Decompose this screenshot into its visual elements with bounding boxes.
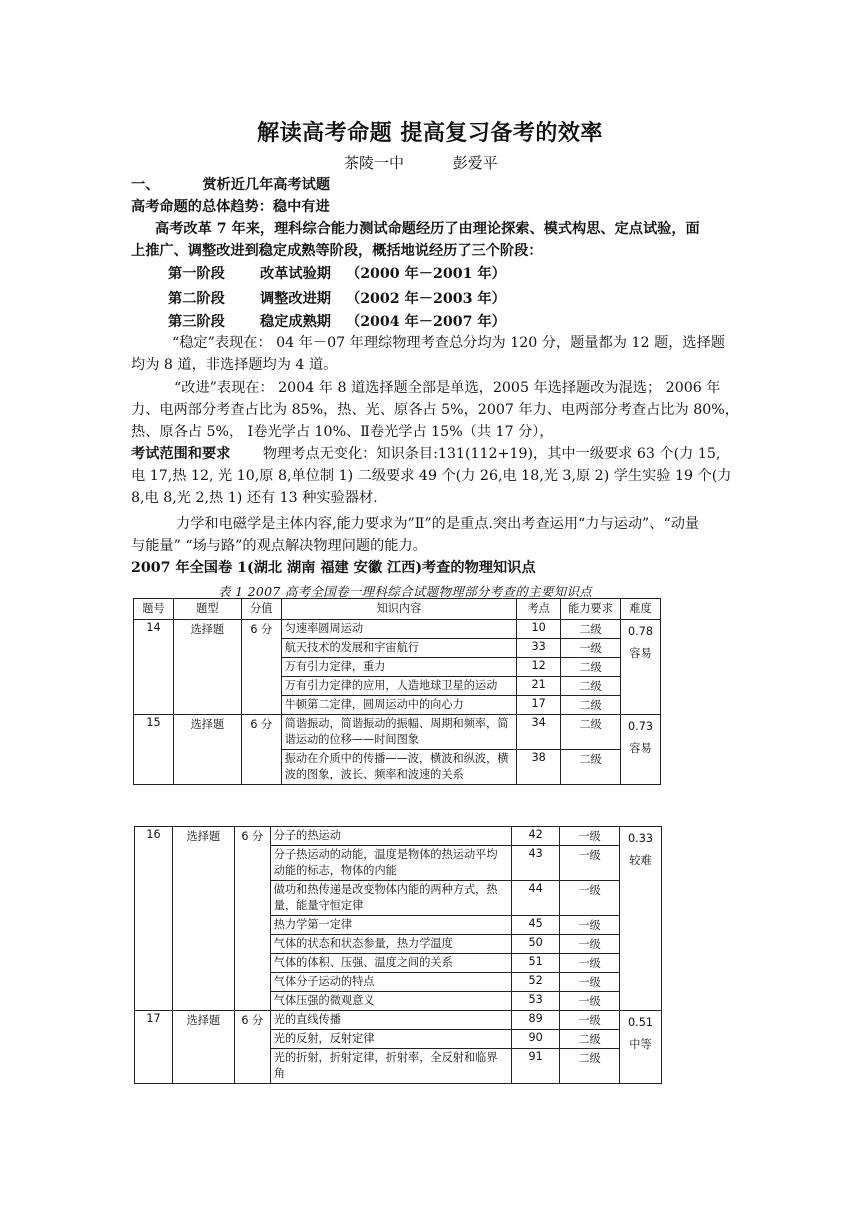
knowledge-content: 光的折射，折射定律，折射率，全反射和临界角 (270, 1049, 511, 1084)
knowledge-content: 气体的体积、压强、温度之间的关系 (270, 954, 511, 973)
ability-requirement: 一级 (560, 992, 620, 1011)
ability-requirement: 一级 (560, 1011, 620, 1030)
ability-requirement: 一级 (560, 827, 620, 846)
table-row (134, 620, 661, 639)
knowledge-point: 44 (512, 881, 560, 916)
question-number: 17 (135, 1011, 173, 1084)
difficulty-level: 容易 (629, 742, 652, 755)
table-row (135, 1011, 662, 1030)
stage-1-years: （2000 年－2001 年） (346, 266, 506, 282)
knowledge-point: 45 (512, 916, 560, 935)
scope-line-3: 8,电 8,光 2,热 1) 还有 13 种实验器材. (131, 490, 378, 506)
ability-requirement: 一级 (561, 639, 621, 658)
knowledge-content: 万有引力定律的应用，人造地球卫星的运动 (281, 677, 516, 696)
knowledge-content: 热力学第一定律 (270, 916, 511, 935)
focus-line-1: 力学和电磁学是主体内容,能力要求为”Ⅱ”的是重点.突出考查运用“力与运动”、“动量 (176, 516, 700, 532)
knowledge-content: 匀速率圆周运动 (281, 620, 516, 639)
stage-2-name: 第二阶段 (168, 291, 225, 307)
trend-heading: 高考命题的总体趋势：稳中有进 (131, 199, 330, 215)
scope-text-1: 物理考点无变化：知识条目:131(112+19)，其中一级要求 63 个(力 15, (262, 446, 721, 462)
question-number: 14 (134, 620, 174, 715)
scope-heading: 考试范围和要求 (131, 446, 231, 462)
knowledge-point: 21 (517, 677, 561, 696)
knowledge-table-part-1 (133, 598, 661, 785)
ability-requirement: 二级 (561, 715, 621, 750)
header-type: 题型 (173, 599, 241, 620)
ability-requirement: 二级 (561, 750, 621, 785)
difficulty-cell (620, 715, 660, 785)
stage-1 (168, 263, 506, 283)
knowledge-point: 17 (517, 696, 561, 715)
knowledge-content: 航天技术的发展和宇宙航行 (281, 639, 516, 658)
ability-requirement: 一级 (560, 846, 620, 881)
section1-number: 一、 (131, 177, 160, 193)
stage-3-years: （2004 年－2007 年） (346, 314, 506, 330)
improve-line-1: “改进”表现在： 2004 年 8 道选择题全部是单选，2005 年选择题改为混选； 2006 年 (174, 380, 721, 396)
knowledge-point: 10 (517, 620, 561, 639)
knowledge-point: 53 (512, 992, 560, 1011)
knowledge-content: 分子的热运动 (270, 827, 511, 846)
header-requirement: 能力要求 (561, 599, 621, 620)
ability-requirement: 一级 (560, 954, 620, 973)
table-row (134, 715, 661, 750)
knowledge-table-part-2 (134, 826, 662, 1084)
stage-3-name: 第三阶段 (168, 314, 225, 330)
knowledge-point: 52 (512, 973, 560, 992)
section1-heading (131, 174, 733, 196)
knowledge-content: 牛顿第二定律，圆周运动中的向心力 (281, 696, 516, 715)
knowledge-point: 38 (517, 750, 561, 785)
difficulty-value: 0.78 (628, 625, 653, 638)
table-row (135, 827, 662, 846)
question-type: 选择题 (173, 715, 241, 785)
question-number: 16 (135, 827, 173, 1011)
question-type: 选择题 (172, 1011, 234, 1084)
stage-1-period: 改革试验期 (260, 266, 331, 282)
ability-requirement: 一级 (560, 916, 620, 935)
improve-line-2: 力、电两部分考查占比为 85%，热、光、原各占 5%，2007 年力、电两部分考查占比为 80%， (131, 402, 739, 418)
table-heading: 2007 年全国卷 1(湖北 湖南 福建 安徽 江西)考查的物理知识点 (131, 560, 536, 576)
ability-requirement: 二级 (561, 620, 621, 639)
knowledge-content: 万有引力定律，重力 (281, 658, 516, 677)
header-content: 知识内容 (281, 599, 516, 620)
question-type: 选择题 (172, 827, 234, 1011)
stage-2-period: 调整改进期 (260, 291, 331, 307)
table-caption: 表 1 2007 高考全国卷一理科综合试题物理部分考查的主要知识点 (218, 584, 593, 599)
knowledge-content: 气体分子运动的特点 (270, 973, 511, 992)
difficulty-cell (620, 620, 660, 715)
knowledge-point: 42 (512, 827, 560, 846)
intro-line-1: 高考改革 7 年来，理科综合能力测试命题经历了由理论探索、模式构思、定点试验，面 (155, 221, 700, 237)
difficulty-value: 0.51 (628, 1016, 653, 1029)
ability-requirement: 二级 (561, 696, 621, 715)
question-type: 选择题 (173, 620, 241, 715)
difficulty-level: 中等 (629, 1038, 652, 1051)
knowledge-point: 43 (512, 846, 560, 881)
difficulty-value: 0.73 (628, 720, 653, 733)
table-header-row (134, 599, 661, 620)
scope-line-1 (131, 443, 733, 465)
stable-line-2: 均为 8 道，非选择题均为 4 道。 (131, 357, 338, 373)
knowledge-point: 50 (512, 935, 560, 954)
difficulty-cell (619, 827, 661, 1011)
knowledge-point: 89 (512, 1011, 560, 1030)
stable-line-1: “稳定”表现在： 04 年－07 年理综物理考查总分均为 120 分，题量都为 12 题，选择题 (172, 335, 725, 351)
ability-requirement: 二级 (560, 1030, 620, 1049)
focus-line-2: 与能量” “场与路”的观点解决物理问题的能力。 (131, 538, 427, 554)
difficulty-level: 较难 (629, 854, 652, 867)
knowledge-content: 分子热运动的动能，温度是物体的热运动平均动能的标志，物体的内能 (270, 846, 511, 881)
knowledge-content: 振动在介质中的传播——波，横波和纵波，横波的图象，波长、频率和波速的关系 (281, 750, 516, 785)
knowledge-content: 气体压强的微观意义 (270, 992, 511, 1011)
difficulty-level: 容易 (629, 647, 652, 660)
question-number: 15 (134, 715, 174, 785)
intro-line-2: 上推广、调整改进到稳定成熟等阶段，概括地说经历了三个阶段： (131, 243, 543, 259)
knowledge-point: 91 (512, 1049, 560, 1084)
question-score: 6 分 (241, 715, 281, 785)
author-school: 茶陵一中 (344, 154, 405, 172)
knowledge-content: 简谐振动，简谐振动的振幅、周期和频率，简谐运动的位移——时间图象 (281, 715, 516, 750)
question-score: 6 分 (234, 1011, 270, 1084)
knowledge-point: 33 (517, 639, 561, 658)
knowledge-point: 12 (517, 658, 561, 677)
difficulty-value: 0.33 (628, 832, 653, 845)
scope-line-2: 电 17,热 12, 光 10,原 8,单位制 1) 二级要求 49 个(力 26,电 18,光 3,原 2) 学生实验 19 个(力 (131, 468, 732, 484)
knowledge-content: 光的反射，反射定律 (270, 1030, 511, 1049)
ability-requirement: 二级 (560, 1049, 620, 1084)
header-score: 分值 (241, 599, 281, 620)
stage-3 (168, 311, 506, 331)
ability-requirement: 一级 (560, 935, 620, 954)
ability-requirement: 一级 (560, 881, 620, 916)
knowledge-point: 51 (512, 954, 560, 973)
section1-title: 赏析近几年高考试题 (202, 177, 331, 193)
header-difficulty: 难度 (620, 599, 660, 620)
ability-requirement: 一级 (560, 973, 620, 992)
ability-requirement: 二级 (561, 677, 621, 696)
difficulty-cell (619, 1011, 661, 1084)
question-score: 6 分 (234, 827, 270, 1011)
ability-requirement: 二级 (561, 658, 621, 677)
improve-line-3: 热、原各占 5%， Ⅰ卷光学占 10%、Ⅱ卷光学占 15%（共 17 分）， (131, 424, 554, 440)
stage-2-years: （2002 年－2003 年） (346, 291, 506, 307)
knowledge-content: 光的直线传播 (270, 1011, 511, 1030)
stage-3-period: 稳定成熟期 (260, 314, 331, 330)
knowledge-content: 气体的状态和状态参量，热力学温度 (270, 935, 511, 954)
header-point: 考点 (517, 599, 561, 620)
knowledge-point: 90 (512, 1030, 560, 1049)
stage-1-name: 第一阶段 (168, 266, 225, 282)
author-name: 彭爱平 (452, 154, 498, 172)
document-title: 解读高考命题 提高复习备考的效率 (257, 121, 603, 146)
author-line (344, 152, 542, 173)
header-no: 题号 (134, 599, 174, 620)
stage-2 (168, 288, 506, 308)
question-score: 6 分 (241, 620, 281, 715)
knowledge-point: 34 (517, 715, 561, 750)
knowledge-content: 做功和热传递是改变物体内能的两种方式，热量，能量守恒定律 (270, 881, 511, 916)
